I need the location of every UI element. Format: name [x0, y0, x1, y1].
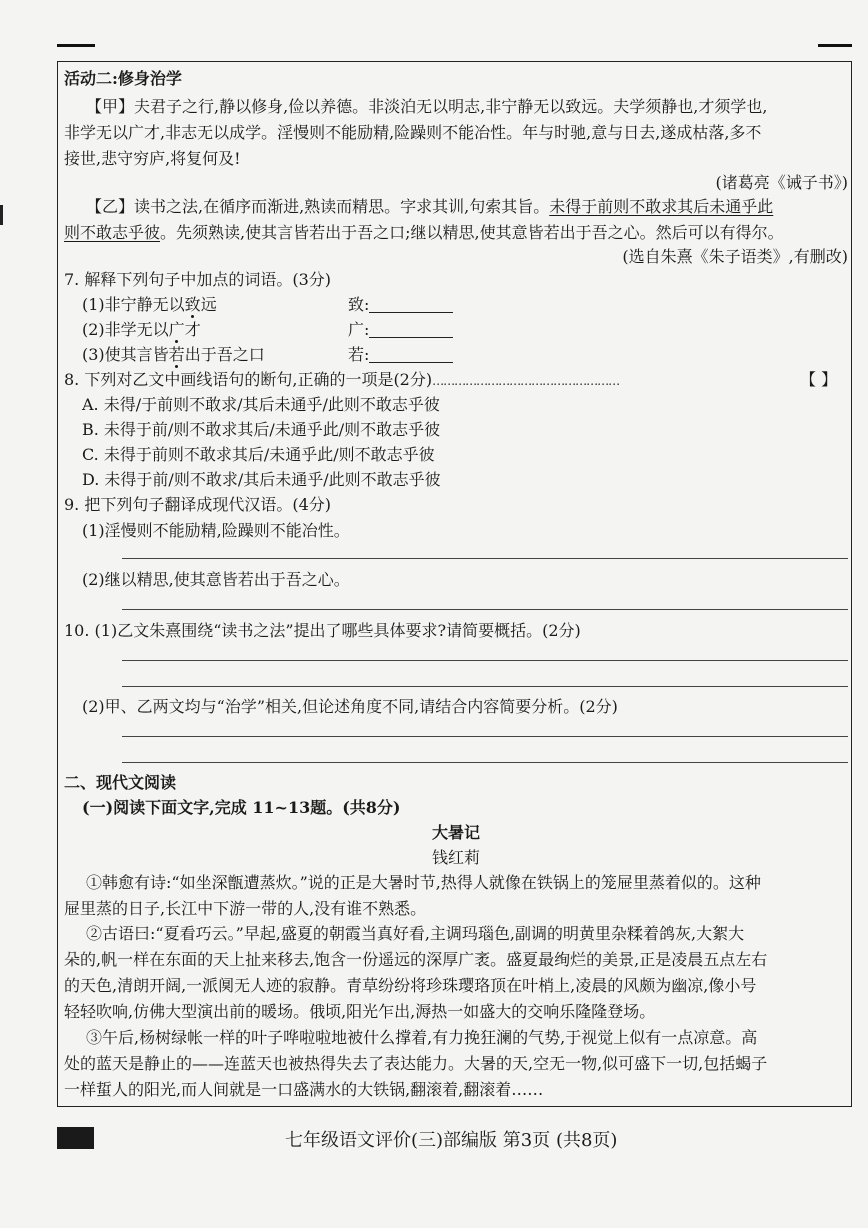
- section-2-title: 二、现代文阅读: [64, 773, 177, 792]
- q8-stem-text: 8. 下列对乙文中画线语句的断句,正确的一项是(2分): [64, 370, 433, 389]
- q7-item-1-dotted: 致: [184, 295, 201, 314]
- essay-p2-line-1: ②古语曰:“夏看巧云。”早起,盛夏的朝霞当真好看,主调玛瑙色,副调的明黄里杂糅着鸽灰,大絮大: [86, 924, 745, 943]
- essay-p2-line-3: 的天色,清朗开阔,一派阒无人迹的寂静。青草纷纷将珍珠璎珞顶在叶梢上,凌晨的风颇为幽凉,像小号: [64, 976, 757, 995]
- q10-2-answer-line-2[interactable]: [122, 762, 848, 763]
- page-footer: 七年级语文评价(三)部编版 第3页 (共8页): [285, 1130, 618, 1151]
- q8-leader-dots: ……………………………………………: [432, 374, 620, 388]
- essay-author: 钱红莉: [431, 848, 480, 867]
- top-rule-left: [57, 44, 95, 47]
- essay-p2-line-2: 朵的,帆一样在东面的天上扯来移去,饱含一份遥远的深厚广袤。盛夏最绚烂的美景,正是凌晨五点左右: [64, 950, 768, 969]
- essay-p2-line-4: 轻轻吹响,仿佛大型演出前的暖场。俄顷,阳光乍出,溽热一如盛大的交响乐隆隆登场。: [64, 1002, 656, 1021]
- q9-sentence-2: (2)继以精思,使其意皆若出于吾之心。: [82, 570, 350, 589]
- yi-source: (选自朱熹《朱子语类》,有删改): [622, 247, 848, 266]
- q9-answer-line-1[interactable]: [122, 558, 848, 559]
- q7-item-2: [64, 319, 201, 341]
- essay-p3-line-3: 一样蜇人的阳光,而人间就是一口盛满水的大铁锅,翻滚着,翻滚着……: [64, 1080, 544, 1099]
- q8-option-a[interactable]: A. 未得/于前则不敢求/其后未通乎/此则不敢志乎彼: [82, 395, 440, 414]
- essay-p3-line-1: ③午后,杨树绿帐一样的叶子哗啦啦地被什么撑着,有力挽狂澜的气势,于视觉上似有一点凉意。高: [86, 1028, 758, 1047]
- essay-title: 大暑记: [431, 823, 480, 842]
- yi-line-1-underlined: 未得于前则不敢求其后未通乎此: [549, 197, 774, 216]
- jia-line-3: 接世,悲守穷庐,将复何及!: [64, 149, 241, 168]
- binding-mark: [0, 205, 3, 225]
- q7-item-3-post: 出于吾之口: [184, 345, 265, 364]
- yi-line-1: [86, 196, 773, 218]
- q8-option-d[interactable]: D. 未得于前/则不敢求/其后未通乎/此则不敢志乎彼: [82, 470, 441, 489]
- q8-stem: [64, 369, 619, 392]
- jia-line-2: 非学无以广才,非志无以成学。淫慢则不能励精,险躁则不能冶性。年与时驰,意与日去,遂成枯落,多不: [64, 123, 762, 142]
- q7-item-3: [64, 344, 265, 366]
- jia-source: (诸葛亮《诫子书》): [715, 173, 848, 192]
- q7-answer-2-blank[interactable]: [369, 321, 453, 338]
- q7-answer-3-label: 若:: [348, 345, 370, 364]
- q9-stem: 9. 把下列句子翻译成现代汉语。(4分): [64, 495, 332, 514]
- essay-p1-line-2: 屉里蒸的日子,长江中下游一带的人,没有谁不熟悉。: [64, 899, 427, 918]
- q7-answer-1-blank[interactable]: [369, 296, 453, 313]
- q9-sentence-1: (1)淫慢则不能励精,险躁则不能冶性。: [82, 521, 350, 540]
- yi-line-2-plain: 。先须熟读,使其言皆若出于吾之口;继以精思,使其意皆若出于吾之心。然后可以有得尔。: [160, 223, 784, 242]
- q7-stem: 7. 解释下列句子中加点的词语。(3分): [64, 270, 332, 289]
- q10-part-2: (2)甲、乙两文均与“治学”相关,但论述角度不同,请结合内容简要分析。(2分): [82, 697, 618, 716]
- q7-answer-2[interactable]: [348, 319, 453, 341]
- q7-item-3-dotted: 若: [168, 345, 185, 364]
- essay-p1-line-1: ①韩愈有诗:“如坐深甑遭蒸炊。”说的正是大暑时节,热得人就像在铁锅上的笼屉里蒸着似的。这种: [86, 873, 761, 892]
- q7-item-2-dotted: 广: [168, 320, 185, 339]
- q10-1-answer-line-2[interactable]: [122, 686, 848, 687]
- yi-line-1-plain: 【乙】读书之法,在循序而渐进,熟读而精思。字求其训,句索其旨。: [86, 197, 550, 216]
- q7-answer-1[interactable]: [348, 294, 453, 316]
- section-2-instructions: (一)阅读下面文字,完成 11~13题。(共8分): [82, 798, 401, 817]
- q7-answer-3-blank[interactable]: [369, 346, 453, 363]
- jia-line-1: 【甲】夫君子之行,静以修身,俭以养德。非淡泊无以明志,非宁静无以致远。夫学须静也,才须学也,: [86, 97, 768, 116]
- q7-item-3-pre: (3)使其言皆: [82, 345, 169, 364]
- yi-line-2-underlined: 则不敢志乎彼: [64, 223, 161, 242]
- q7-answer-3[interactable]: [348, 344, 453, 366]
- footer-marker: [57, 1127, 94, 1149]
- yi-line-2: [64, 222, 784, 244]
- top-rule-right: [818, 44, 852, 47]
- q9-answer-line-2[interactable]: [122, 609, 848, 610]
- q10-2-answer-line-1[interactable]: [122, 736, 848, 737]
- q10-1-answer-line-1[interactable]: [122, 660, 848, 661]
- q10-part-1: 10. (1)乙文朱熹围绕“读书之法”提出了哪些具体要求?请简要概括。(2分): [64, 621, 581, 640]
- q8-option-c[interactable]: C. 未得于前则不敢求其后/未通乎此/则不敢志乎彼: [82, 445, 435, 464]
- q8-answer-bracket[interactable]: 【 】: [800, 370, 838, 389]
- q7-answer-2-label: 广:: [348, 320, 370, 339]
- q7-item-1: [64, 294, 217, 316]
- essay-p3-line-2: 处的蓝天是静止的——连蓝天也被热得失去了表达能力。大暑的天,空无一物,似可盛下一切,包括蝎子: [64, 1054, 768, 1073]
- q7-item-1-post: 远: [200, 295, 217, 314]
- q7-item-2-pre: (2)非学无以: [82, 320, 169, 339]
- activity-title: 活动二:修身治学: [64, 69, 182, 88]
- q7-answer-1-label: 致:: [348, 295, 370, 314]
- q8-option-b[interactable]: B. 未得于前/则不敢求其后/未通乎此/则不敢志乎彼: [82, 420, 441, 439]
- q7-item-2-post: 才: [184, 320, 201, 339]
- q7-item-1-pre: (1)非宁静无以: [82, 295, 185, 314]
